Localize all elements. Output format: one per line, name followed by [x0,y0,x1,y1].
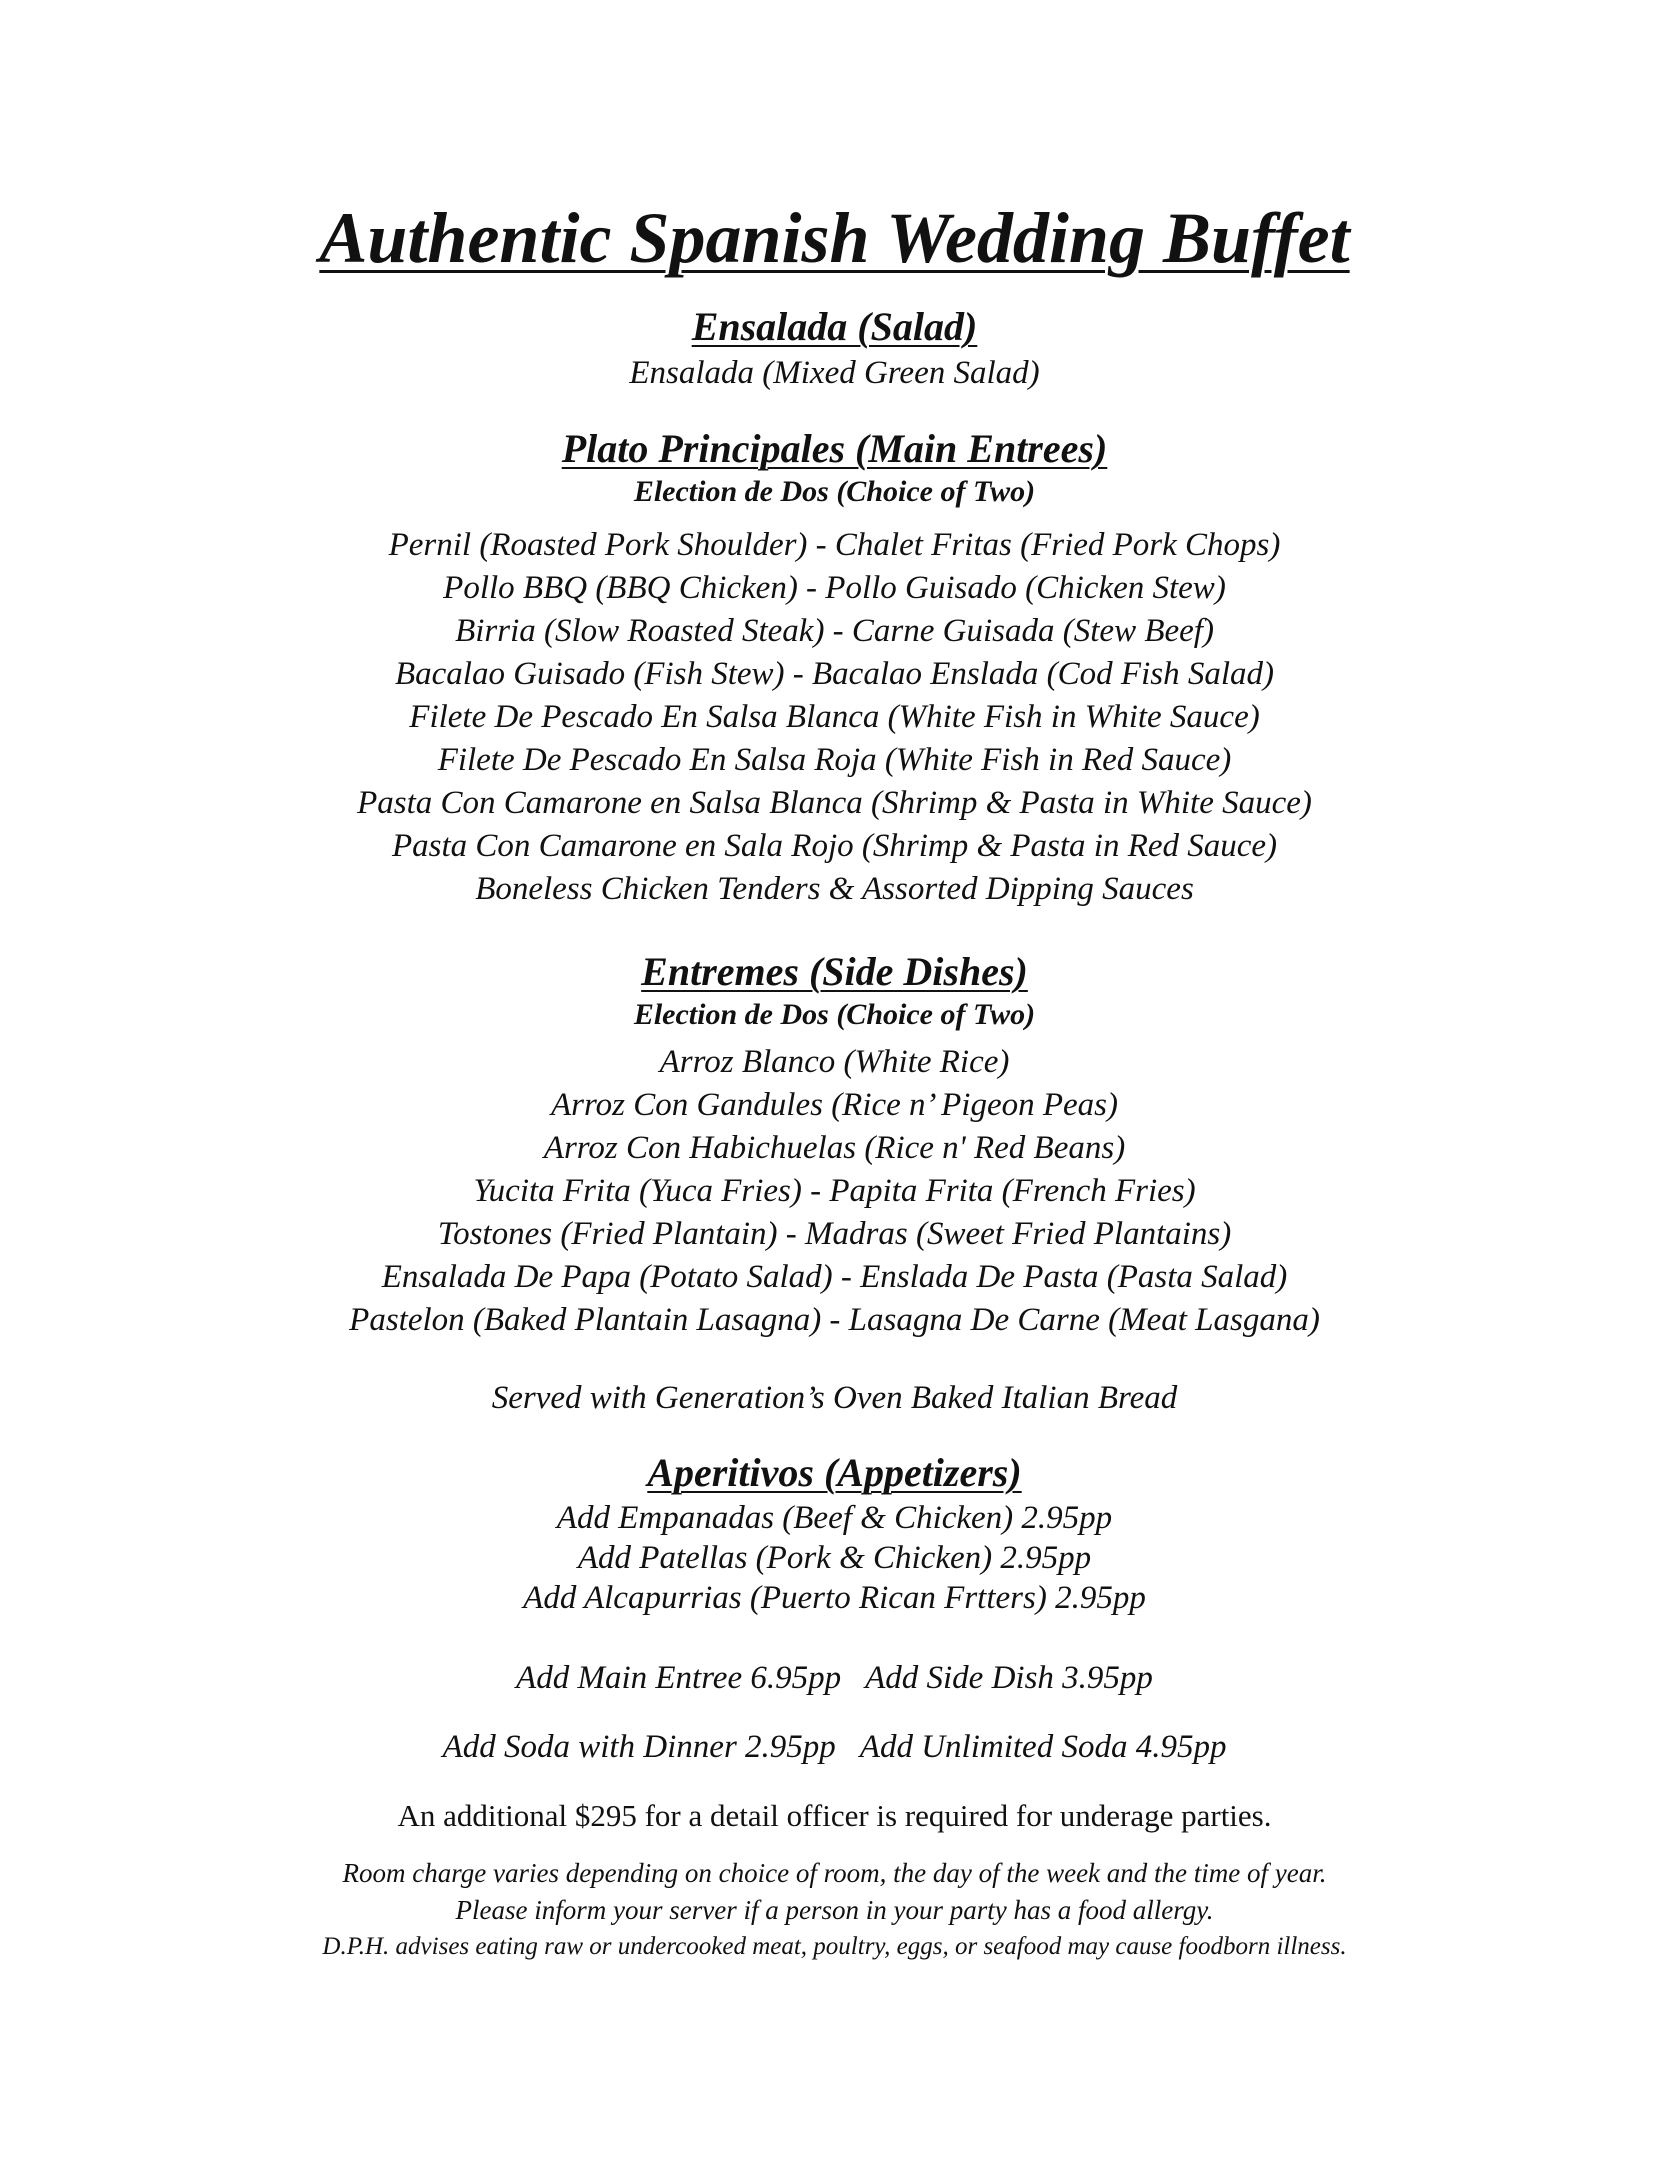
room-charge-note: Room charge varies depending on choice of room, the day of the week and the time of year. [342,1858,1327,1888]
entrees-items [0,524,1669,911]
sides-heading: Entremes (Side Dishes) [641,949,1028,994]
menu-item: Boneless Chicken Tenders & Assorted Dipping Sauces [475,871,1194,907]
menu-item: Filete De Pescado En Salsa Roja (White Fish in Red Sauce) [437,742,1232,778]
addon-soda-unlimited: Add Unlimited Soda 4.95pp [859,1729,1227,1765]
salad-items [0,352,1669,394]
fine-print [0,1855,1669,1965]
dph-advisory: D.P.H. advises eating raw or undercooked meat, poultry, eggs, or seafood may cause foodborn illness. [322,1933,1347,1960]
entrees-heading: Plato Principales (Main Entrees) [561,426,1108,471]
officer-notice: An additional $295 for a detail officer is required for underage parties. [397,1798,1272,1833]
menu-item: Filete De Pescado En Salsa Blanca (White Fish in White Sauce) [409,699,1260,735]
salad-heading: Ensalada (Salad) [691,304,978,349]
sides-section [0,947,1669,1342]
menu-item: Ensalada De Papa (Potato Salad) - Enslada De Pasta (Pasta Salad) [381,1259,1288,1295]
menu-item: Ensalada (Mixed Green Salad) [629,355,1040,391]
sides-subheading: Election de Dos (Choice of Two) [633,998,1036,1031]
menu-item: Pasta Con Camarone en Sala Rojo (Shrimp & Pasta in Red Sauce) [391,828,1278,864]
menu-item: Add Patellas (Pork & Chicken) 2.95pp [577,1540,1092,1576]
appetizers-heading: Aperitivos (Appetizers) [647,1450,1022,1495]
page-title: Authentic Spanish Wedding Buffet [319,198,1350,278]
addon-soda-dinner: Add Soda with Dinner 2.95pp [442,1729,836,1765]
appetizers-section [0,1448,1669,1618]
appetizers-items [0,1498,1669,1618]
menu-item: Pernil (Roasted Pork Shoulder) - Chalet Fritas (Fried Pork Chops) [388,527,1281,563]
menu-item: Arroz Con Gandules (Rice n’ Pigeon Peas) [550,1087,1118,1123]
menu-item: Add Alcapurrias (Puerto Rican Frtters) 2.95pp [523,1580,1146,1616]
menu-item: Arroz Con Habichuelas (Rice n' Red Beans) [543,1130,1126,1166]
menu-item: Yucita Frita (Yuca Fries) - Papita Frita (French Fries) [473,1173,1196,1209]
salad-section [0,302,1669,394]
menu-item: Add Empanadas (Beef & Chicken) 2.95pp [556,1500,1113,1536]
entrees-subheading: Election de Dos (Choice of Two) [633,475,1036,508]
entrees-section [0,424,1669,911]
addon-row-entree-side [0,1658,1669,1698]
menu-item: Pasta Con Camarone en Salsa Blanca (Shrimp & Pasta in White Sauce) [357,785,1312,821]
addon-row-soda [0,1727,1669,1767]
menu-item: Pollo BBQ (BBQ Chicken) - Pollo Guisado (Chicken Stew) [443,570,1226,606]
sides-items [0,1041,1669,1342]
addon-side-dish: Add Side Dish 3.95pp [865,1660,1153,1696]
menu-item: Bacalao Guisado (Fish Stew) - Bacalao Enslada (Cod Fish Salad) [395,656,1274,692]
menu-item: Birria (Slow Roasted Steak) - Carne Guisada (Stew Beef) [455,613,1214,649]
menu-item: Pastelon (Baked Plantain Lasagna) - Lasagna De Carne (Meat Lasgana) [349,1302,1320,1338]
menu-item: Tostones (Fried Plantain) - Madras (Sweet Fried Plantains) [437,1216,1232,1252]
bread-note: Served with Generation’s Oven Baked Italian Bread [491,1380,1178,1416]
menu-item: Arroz Blanco (White Rice) [659,1044,1010,1080]
addon-main-entree: Add Main Entree 6.95pp [516,1660,842,1696]
allergy-note: Please inform your server if a person in your party has a food allergy. [455,1895,1214,1925]
